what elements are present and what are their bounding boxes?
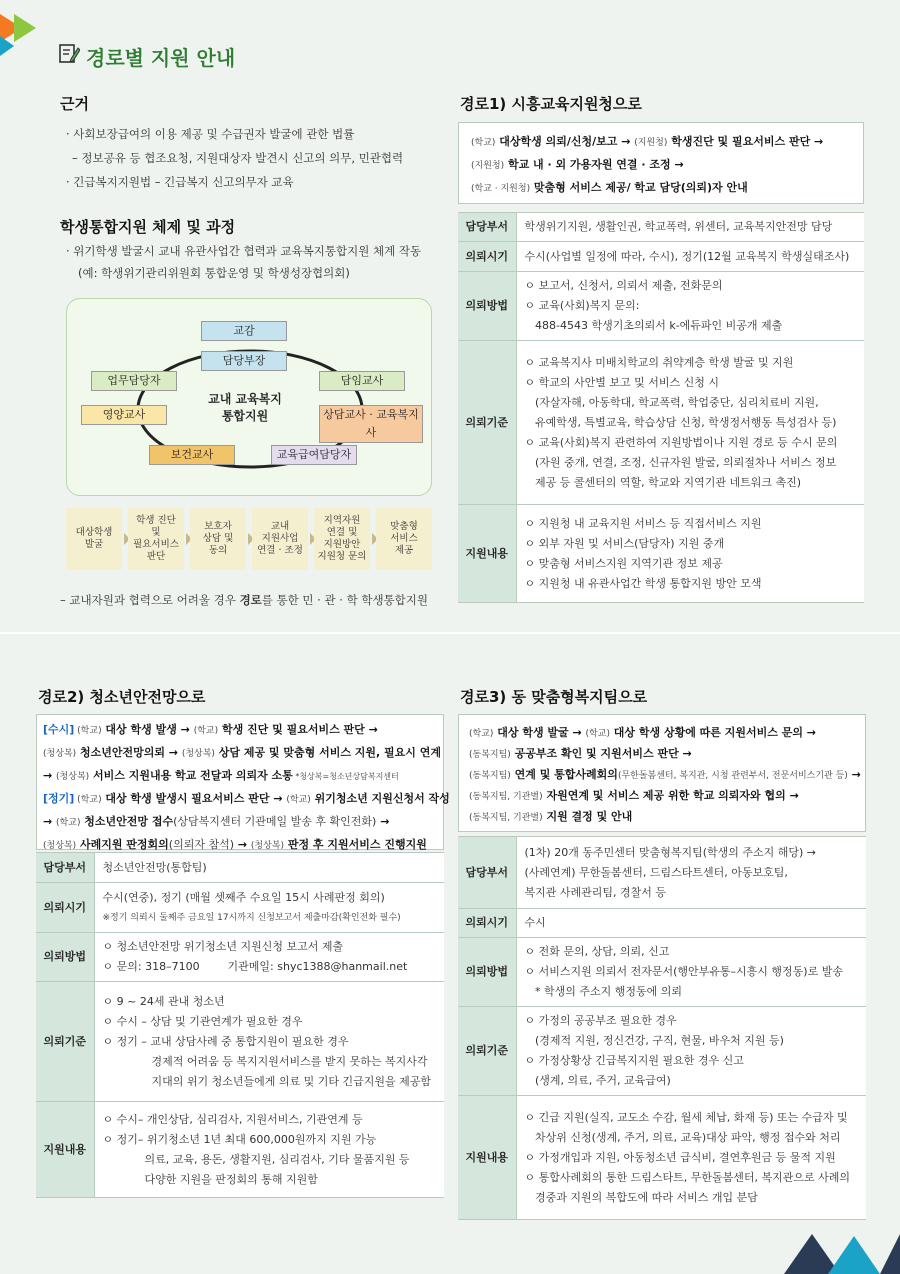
flow-segment: [정기]: [43, 792, 75, 805]
process-step: 맞춤형 서비스 제공: [376, 508, 432, 570]
flow-segment: (학교): [286, 795, 311, 805]
flow-segment: 지원 결정 및 안내: [542, 810, 633, 823]
info-row-label: 의뢰기준: [458, 341, 516, 505]
support-system-diagram: [66, 298, 432, 496]
info-row: [458, 505, 864, 603]
info-row-label: 지원내용: [36, 1102, 94, 1198]
flow-segment: (청상복): [250, 841, 284, 851]
route1-heading: 경로1) 시흥교육지원청으로: [460, 95, 642, 113]
info-line: 수시(연중), 정기 (매월 셋째주 수요일 15시 사례판정 회의): [102, 890, 385, 904]
info-row-content: [94, 853, 444, 883]
bottom-decoration-navy-corner: [880, 1234, 900, 1274]
info-row-label: 의뢰기준: [36, 982, 94, 1102]
info-row-content: [516, 837, 866, 909]
info-line: ㅇ 가정상황상 긴급복지지원 필요한 경우 신고: [524, 1054, 744, 1067]
info-row: [458, 341, 864, 505]
flow-segment: →: [847, 768, 861, 781]
flow-segment: (학교): [74, 726, 102, 736]
route1-flow-box: [458, 122, 864, 204]
info-row: [36, 933, 444, 982]
flow-segment: 대상 학생 발굴 →: [493, 726, 586, 739]
info-row-label: 의뢰방법: [458, 272, 516, 341]
flow-line: [43, 765, 437, 788]
info-line: (자원 중개, 연결, 조정, 신규자원 발굴, 의뢰절차나 서비스 정보: [524, 455, 837, 469]
info-row: [458, 1007, 866, 1096]
flow-segment: (청상복): [181, 749, 215, 759]
info-row: [458, 272, 864, 341]
route3-table: [458, 836, 866, 1220]
corner-decoration-blue: [0, 36, 14, 56]
info-line: (경제적 지원, 정신건강, 구직, 현물, 바우처 지원 등): [524, 1034, 784, 1047]
info-line: ㅇ 학교의 사안별 보고 및 서비스 신청 시: [524, 375, 719, 389]
info-line: ㅇ 맞춤형 서비스지원 지역기관 정보 제공: [524, 556, 723, 570]
flow-segment: (동복지팀): [469, 771, 511, 781]
info-row-content: [516, 1007, 866, 1096]
info-line: 제공 등 콜센터의 역할, 학교와 지역기관 네트워크 촉진): [524, 475, 802, 489]
info-line: 경제적 어려움 등 복지지원서비스를 받지 못하는 복지사각: [102, 1054, 428, 1068]
info-line: ㅇ 교육복지사 미배치학교의 취약계층 학생 발굴 및 지원: [524, 355, 794, 369]
info-line: ㅇ 지원청 내 교육지원 서비스 등 직접서비스 지원: [524, 516, 762, 530]
info-row: [36, 883, 444, 933]
node-sangdam: 상담교사 · 교육복지사: [319, 405, 423, 443]
node-gyoyukgeubyeo: 교육급여담당자: [271, 445, 357, 465]
info-line: 수시: [524, 916, 546, 929]
route2-flow-box: [36, 714, 450, 851]
info-row-content: [516, 341, 864, 505]
pencil-note-icon: [58, 42, 80, 64]
flow-segment: 대상 학생 발생시 필요서비스 판단 →: [101, 792, 287, 805]
flow-segment: 맞춤형 서비스 제공/ 학교 담당(의뢰)자 안내: [530, 181, 748, 194]
flow-segment: 대상학생 의뢰/신청/보고 →: [495, 135, 635, 148]
flow-segment: (상담복지센터 기관메일 발송 후 확인전화): [173, 815, 377, 828]
info-row-label: 의뢰방법: [36, 933, 94, 982]
node-gyogam: 교감: [201, 321, 287, 341]
system-footer-text: – 교내자원과 협력으로 어려울 경우 경로를 통한 민 · 관 · 학 학생통합지원: [60, 593, 428, 607]
basis-line: · 긴급복지지원법 – 긴급복지 신고의무자 교육: [66, 175, 294, 189]
info-line: ㅇ 보고서, 신청서, 의뢰서 제출, 전화문의: [524, 279, 723, 292]
info-row-content: [516, 272, 864, 341]
flow-segment: 서비스 지원내용 학교 전달과 의뢰자 소통: [89, 769, 293, 782]
route3-flow-box: [458, 714, 866, 832]
info-line: (생계, 의료, 주거, 교육급여): [524, 1074, 671, 1087]
info-line: 다양한 지원을 판정회의 통해 지원함: [102, 1172, 318, 1186]
flow-line: [43, 811, 437, 834]
route2-flow: [43, 719, 450, 857]
route3-heading: 경로3) 동 맞춤형복지팀으로: [460, 688, 648, 706]
info-line: (1차) 20개 동주민센터 맞춤형복지팀(학생의 주소지 해당) →: [524, 845, 817, 859]
system-line: (예: 학생위기관리위원회 통합운영 및 학생성장협의회): [78, 266, 350, 280]
flow-line: [43, 719, 437, 742]
node-yeongyang: 영양교사: [81, 405, 167, 425]
basis-line: – 정보공유 등 협조요청, 지원대상자 발견시 신고의 의무, 민관협력: [72, 151, 404, 165]
info-row: [458, 938, 866, 1007]
route1-flow: [471, 131, 851, 200]
info-line: 의료, 교육, 용돈, 생활지원, 심리검사, 기타 물품지원 등: [102, 1152, 410, 1166]
flow-line: [469, 744, 855, 765]
info-row: [36, 982, 444, 1102]
info-row-label: 담당부서: [458, 837, 516, 909]
flow-segment: →: [43, 815, 57, 828]
flow-line: [471, 131, 851, 154]
basis-text: [66, 122, 446, 194]
flow-segment: (학교): [469, 729, 494, 739]
info-line: ㅇ 교육(사회)복지 관련하여 지원방법이나 지원 경로 등 수시 문의: [524, 435, 838, 449]
flow-segment: (학교): [74, 795, 102, 805]
info-row-label: 의뢰시기: [458, 242, 516, 272]
flow-segment: [수시]: [43, 723, 75, 736]
info-line: * 학생의 주소지 행정동에 의뢰: [524, 985, 682, 998]
info-line: ㅇ 수시– 개인상담, 심리검사, 지원서비스, 기관연계 등: [102, 1112, 363, 1126]
flow-line: [469, 807, 855, 828]
info-line: ㅇ 전화 문의, 상담, 의뢰, 신고: [524, 945, 670, 958]
info-line: 학생위기지원, 생활인권, 학교폭력, 위센터, 교육복지안전망 담당: [524, 220, 833, 233]
flow-line: [471, 154, 851, 177]
flow-segment: 자원연계 및 서비스 제공 위한 학교 의뢰자와 협의 →: [542, 789, 799, 802]
flow-segment: 대상 학생 상황에 따른 지원서비스 문의 →: [609, 726, 817, 739]
info-line: ㅇ 정기 – 교내 상담사례 중 통합지원이 필요한 경우: [102, 1034, 349, 1048]
flow-segment: 판정 후 지원서비스 진행지원: [284, 838, 427, 851]
info-row-label: 의뢰시기: [36, 883, 94, 933]
flow-segment: 학생진단 및 필요서비스 판단 →: [667, 135, 824, 148]
info-line: 청소년안전망(통합팀): [102, 860, 207, 874]
flow-segment: (학교): [585, 729, 610, 739]
info-line: 유예학생, 특별교육, 학습상담 신청, 학생정서행동 특성검사 등): [524, 415, 837, 429]
page-title: 경로별 지원 안내: [86, 46, 236, 70]
flow-segment: (학교): [56, 818, 81, 828]
info-line: 수시(사업별 일정에 따라, 수시), 정기(12월 교육복지 학생실태조사): [524, 249, 850, 263]
info-row-label: 지원내용: [458, 1096, 516, 1220]
info-row: [36, 1102, 444, 1198]
info-row-content: [516, 909, 866, 938]
info-row-content: [516, 1096, 866, 1220]
flow-line: [469, 786, 855, 807]
route2-table: [36, 852, 444, 1198]
flow-segment: (청상복): [43, 749, 77, 759]
info-line: ㅇ 문의: 318–7100 기관메일: shyc1388@hanmail.net: [102, 960, 408, 973]
flow-segment: (지원청): [471, 161, 505, 171]
info-row-content: [516, 242, 864, 272]
flow-segment: (동복지팀, 기관별): [469, 813, 543, 823]
info-row-content: [516, 938, 866, 1007]
info-row-content: [94, 933, 444, 982]
info-row-content: [516, 505, 864, 603]
info-row: [458, 909, 866, 938]
info-line: 차상위 신청(생계, 주거, 의료, 교육)대상 파악, 행정 접수와 처리: [524, 1130, 841, 1144]
diagram-center-label: [197, 391, 293, 425]
info-line: (사례연계) 무한돌봄센터, 드림스타트센터, 아동보호팀,: [524, 865, 788, 879]
process-step: 대상학생 발굴: [66, 508, 122, 570]
flow-segment: (의뢰자 참석): [168, 838, 234, 851]
info-line: (자살자해, 아동학대, 학교폭력, 학업중단, 심리치료비 지원,: [524, 395, 819, 409]
process-step: 지역자원 연결 및 지원방안 지원청 문의: [314, 508, 370, 570]
info-line: ㅇ 통합사례회의 통한 드림스타트, 무한돌봄센터, 복지관으로 사례의: [524, 1170, 850, 1184]
info-row-content: [94, 883, 444, 933]
flow-segment: 청소년안전망의뢰 →: [76, 746, 182, 759]
info-line: ㅇ 수시 – 상담 및 기관연계가 필요한 경우: [102, 1014, 303, 1028]
info-line: ㅇ 지원청 내 유관사업간 학생 통합지원 방안 모색: [524, 576, 762, 590]
flow-segment: (학교): [471, 138, 496, 148]
info-row-label: 의뢰시기: [458, 909, 516, 938]
flow-segment: 상담 제공 및 맞춤형 서비스 지원, 필요시 연계: [214, 746, 442, 759]
bottom-decoration-cyan: [828, 1236, 880, 1274]
flow-segment: (동복지팀): [469, 750, 511, 760]
process-step: 교내 지원사업 연결 · 조정: [252, 508, 308, 570]
flow-line: [471, 177, 851, 200]
flow-line: [469, 723, 855, 744]
process-step: 보호자 상담 및 동의: [190, 508, 246, 570]
info-line: ㅇ 가정의 공공부조 필요한 경우: [524, 1014, 677, 1027]
flow-line: [43, 788, 450, 811]
info-line: ㅇ 9 ~ 24세 관내 청소년: [102, 994, 225, 1008]
node-damdang-bujang: 담당부장: [201, 351, 287, 371]
info-line: ㅇ 긴급 지원(실직, 교도소 수감, 월세 체납, 화재 등) 또는 수급자 및: [524, 1110, 848, 1124]
flow-segment: (청상복): [56, 772, 90, 782]
info-line: 경중과 지원의 복합도에 따라 서비스 개입 분담: [524, 1190, 758, 1204]
section-divider: [0, 632, 900, 634]
info-row-content: [516, 213, 864, 242]
info-row-content: [94, 1102, 444, 1198]
flow-segment: (무한돌봄센터, 복지관, 시청 관련부서, 전문서비스기관 등): [617, 771, 848, 781]
info-row: [36, 853, 444, 883]
info-row-label: 의뢰기준: [458, 1007, 516, 1096]
flow-line: [43, 742, 442, 765]
info-line: ㅇ 교육(사회)복지 문의:: [524, 299, 640, 312]
info-line: ㅇ 정기– 위기청소년 1년 최대 600,000원까지 지원 가능: [102, 1132, 377, 1146]
info-note: ※정기 의뢰시 둘째주 금요일 17시까지 신청보고서 제출마감(확인전화 필수): [102, 912, 401, 923]
system-line: · 위기학생 발굴시 교내 유관사업간 협력과 교육복지통합지원 체계 작동: [66, 244, 422, 258]
flow-segment: →: [234, 838, 251, 851]
info-row: [458, 1096, 866, 1220]
node-bogeon: 보건교사: [149, 445, 235, 465]
diagram-center-line: 통합지원: [221, 409, 269, 423]
flow-segment: 위기청소년 지원신청서 작성: [310, 792, 450, 805]
flow-segment: (청상복): [43, 841, 77, 851]
flow-segment: 청소년안전망 접수: [80, 815, 174, 828]
system-text: [66, 240, 446, 284]
flow-segment: (지원청): [634, 138, 668, 148]
diagram-center-line: 교내 교육복지: [208, 392, 282, 406]
basis-line: · 사회보장급여의 이용 제공 및 수급권자 발굴에 관한 법률: [66, 127, 355, 141]
flow-segment: (학교 · 지원청): [471, 184, 531, 194]
info-line: 복지관 사례관리팀, 경찰서 등: [524, 885, 666, 899]
info-row-label: 담당부서: [458, 213, 516, 242]
route2-heading: 경로2) 청소년안전망으로: [38, 688, 206, 706]
corner-decoration-green: [14, 14, 36, 42]
route1-table: [458, 212, 864, 603]
flow-segment: 사례지원 판정회의: [76, 838, 169, 851]
info-line: 488-4543 학생기초의뢰서 k-에듀파인 비공개 제출: [524, 319, 783, 332]
info-row-label: 의뢰방법: [458, 938, 516, 1007]
flow-segment: →: [43, 769, 57, 782]
footer-bold-word: 경로: [239, 593, 262, 607]
flow-segment: (학교): [193, 726, 219, 736]
flow-segment: 대상 학생 발생 →: [101, 723, 194, 736]
flow-segment: 연계 및 통합사례회의: [510, 768, 618, 781]
info-line: 지대의 위기 청소년들에게 의료 및 기타 긴급지원을 제공함: [102, 1074, 431, 1088]
flow-line: [469, 765, 861, 786]
info-line: ㅇ 외부 자원 및 서비스(담당자) 지원 중개: [524, 536, 725, 550]
info-row: [458, 837, 866, 909]
node-eommu: 업무담당자: [91, 371, 177, 391]
info-line: ㅇ 청소년안전망 위기청소년 지원신청 보고서 제출: [102, 940, 344, 953]
flow-segment: 공공부조 확인 및 지원서비스 판단 →: [510, 747, 692, 760]
node-damim: 담임교사: [319, 371, 405, 391]
process-steps: [66, 508, 432, 570]
flow-segment: 학생 진단 및 필요서비스 판단 →: [218, 723, 378, 736]
flow-segment: *청상복=청소년상담복지센터: [292, 772, 399, 781]
info-row-content: [94, 982, 444, 1102]
flow-segment: (동복지팀, 기관별): [469, 792, 543, 802]
route3-flow: [469, 723, 861, 828]
flow-segment: →: [376, 815, 390, 828]
process-step: 학생 진단 및 필요서비스 판단: [128, 508, 184, 570]
info-line: ㅇ 서비스지원 의뢰서 전자문서(행안부유통–시흥시 행정동)로 발송: [524, 965, 843, 978]
system-heading: 학생통합지원 체제 및 과정: [60, 218, 236, 236]
info-line: ㅇ 가정개입과 지원, 아동청소년 급식비, 결연후원금 등 물적 지원: [524, 1150, 836, 1164]
info-row-label: 지원내용: [458, 505, 516, 603]
basis-heading: 근거: [60, 95, 89, 113]
info-row: [458, 213, 864, 242]
info-row-label: 담당부서: [36, 853, 94, 883]
flow-segment: 학교 내 · 외 가용자원 연결 · 조정 →: [504, 158, 684, 171]
system-footer: [60, 592, 428, 608]
info-row: [458, 242, 864, 272]
